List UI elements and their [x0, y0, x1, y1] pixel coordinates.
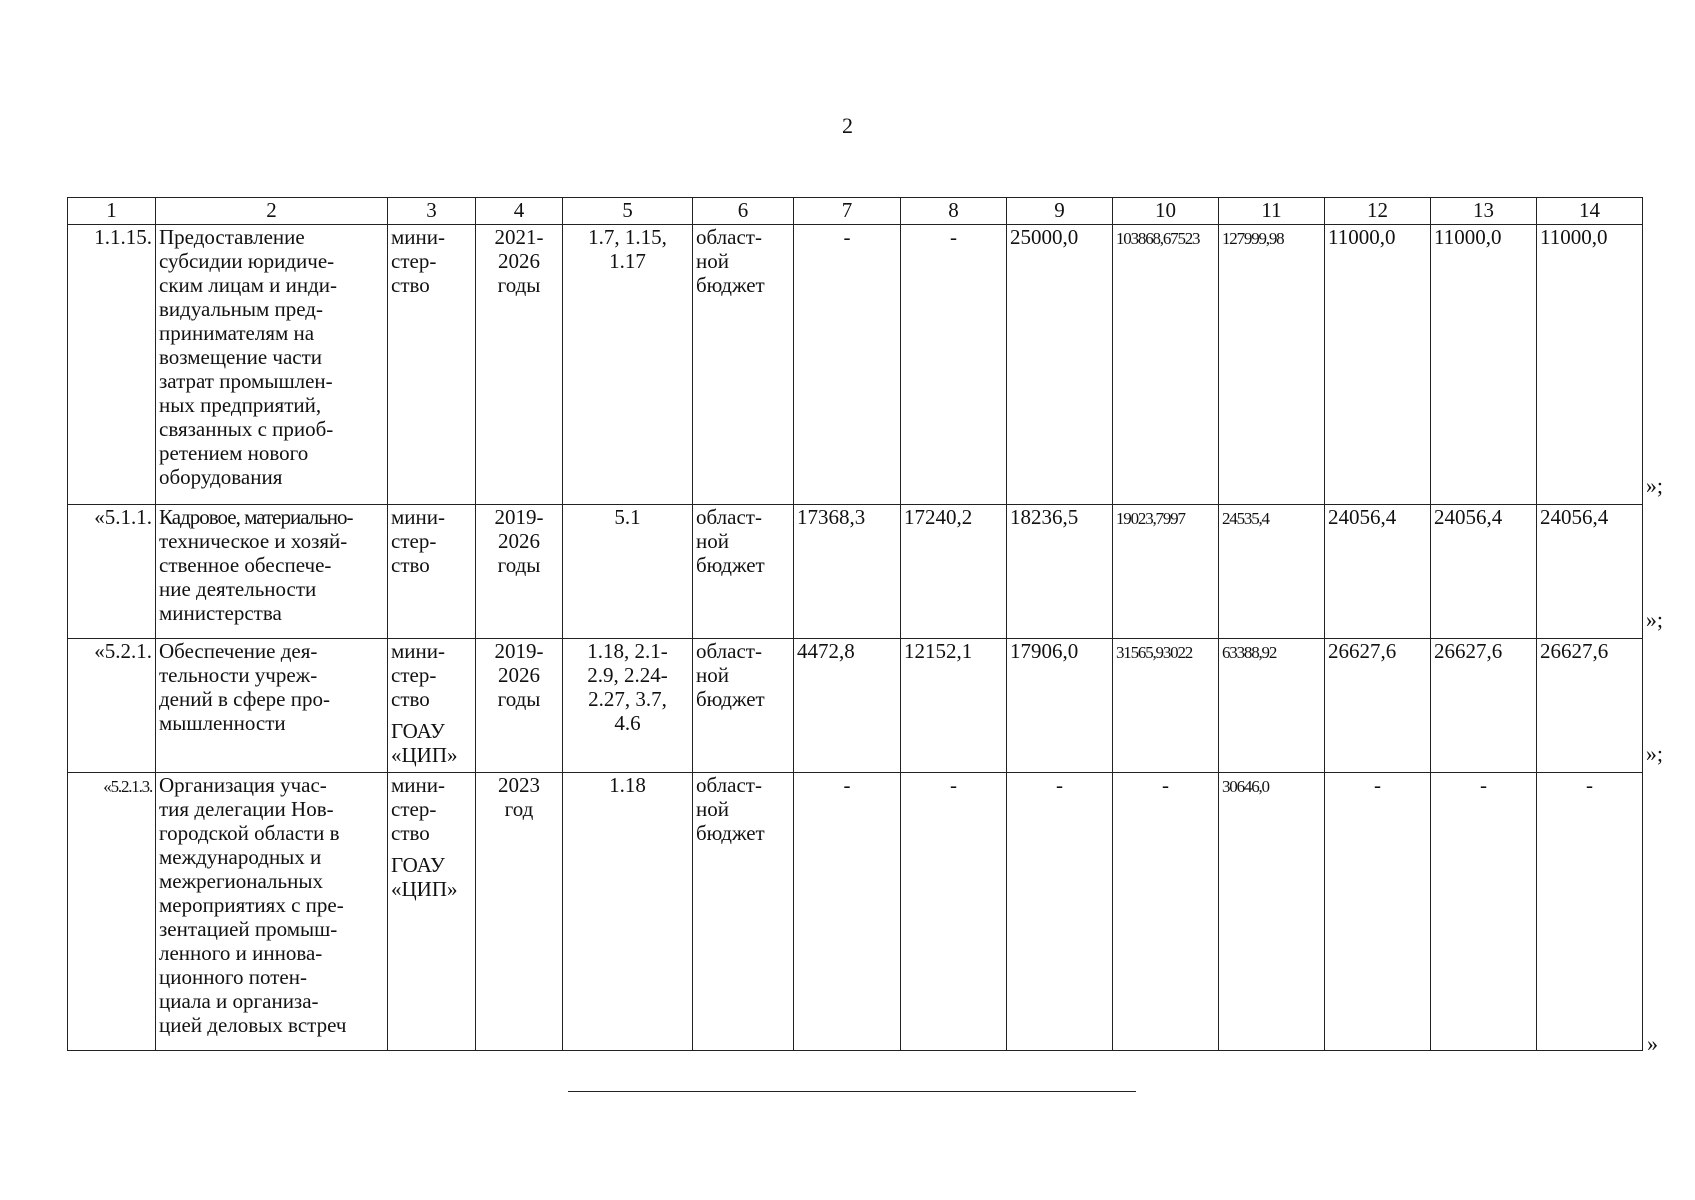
value-cell: [1431, 505, 1537, 639]
value-text: 4472,8: [797, 639, 855, 663]
value-cell: [901, 505, 1007, 639]
value-cell: [1325, 225, 1431, 505]
value-text: 25000,0: [1010, 225, 1079, 249]
value-cell: [1431, 773, 1537, 1051]
header-cell: 11: [1219, 198, 1325, 225]
cell-line: 1.18: [609, 773, 646, 797]
cell-line: бюджет: [696, 273, 765, 297]
header-cell: 2: [156, 198, 388, 225]
executor-gap: [391, 845, 472, 853]
executor-cell: [388, 505, 476, 639]
cell-line: 2019-: [494, 505, 544, 529]
cell-line: 1.17: [609, 249, 646, 273]
cell-line: тельности учреж-: [159, 663, 318, 687]
cell-line: годы: [497, 553, 541, 577]
value-cell: [901, 225, 1007, 505]
row-number-cell: [68, 225, 156, 505]
value-cell: [1219, 639, 1325, 773]
funding-source-cell: [693, 505, 794, 639]
header-cell: 5: [563, 198, 693, 225]
cell-line: бюджет: [696, 687, 765, 711]
value-text: -: [1480, 773, 1487, 797]
value-text: 26627,6: [1540, 639, 1609, 663]
cell-line: принимателям на: [159, 321, 315, 345]
value-cell: [794, 505, 901, 639]
value-text: 127999,98: [1222, 229, 1284, 248]
value-text: 31565,93022: [1116, 643, 1193, 662]
cell-line: ство: [391, 553, 430, 577]
value-cell: [1113, 639, 1219, 773]
cell-line: област-: [696, 639, 762, 663]
value-text: 17240,2: [904, 505, 973, 529]
cell-line: техническое и хозяй-: [159, 529, 348, 553]
value-text: 24535,4: [1222, 509, 1269, 528]
cell-line: субсидии юридиче-: [159, 249, 335, 273]
cell-line: мини-: [391, 639, 445, 663]
cell-line: 2.9, 2.24-: [587, 663, 668, 687]
cell-line: мини-: [391, 773, 445, 797]
cell-line: городской области в: [159, 821, 340, 845]
value-cell: [794, 773, 901, 1051]
cell-line: стер-: [391, 529, 437, 553]
page-number: 2: [842, 113, 853, 138]
cell-line: ной: [696, 797, 729, 821]
header-cell: 8: [901, 198, 1007, 225]
cell-line: зентацией промыш-: [159, 917, 338, 941]
value-cell: [1537, 773, 1643, 1051]
cell-line: бюджет: [696, 553, 765, 577]
cell-line: 2026: [498, 663, 540, 687]
value-cell: [1219, 505, 1325, 639]
cell-line: оборудования: [159, 465, 283, 489]
value-text: 103868,67523: [1116, 229, 1200, 248]
closing-quote: »: [1647, 1031, 1658, 1056]
value-cell: [794, 225, 901, 505]
header-cell: 7: [794, 198, 901, 225]
value-cell: [1431, 639, 1537, 773]
program-activities-table: [67, 197, 1643, 1051]
value-text: 11000,0: [1434, 225, 1502, 249]
value-cell: [901, 773, 1007, 1051]
cell-line: 2023: [498, 773, 540, 797]
value-cell: [1113, 505, 1219, 639]
value-cell: [1113, 225, 1219, 505]
funding-source-cell: [693, 773, 794, 1051]
cell-line: 2026: [498, 529, 540, 553]
activity-name-cell: [156, 639, 388, 773]
cell-line: министерства: [159, 601, 282, 625]
header-cell: 10: [1113, 198, 1219, 225]
value-text: -: [1586, 773, 1593, 797]
cell-line: затрат промышлен-: [159, 369, 333, 393]
cell-line: бюджет: [696, 821, 765, 845]
value-cell: [1007, 773, 1113, 1051]
period-cell: [476, 773, 563, 1051]
cell-line: ственное обеспече-: [159, 553, 332, 577]
value-text: 19023,7997: [1116, 509, 1185, 528]
cell-line: област-: [696, 225, 762, 249]
table-body: [68, 225, 1643, 1051]
cell-line: 2021-: [494, 225, 544, 249]
value-text: 24056,4: [1328, 505, 1397, 529]
cell-line: ной: [696, 529, 729, 553]
value-cell: [901, 639, 1007, 773]
cell-line: ционного потен-: [159, 965, 307, 989]
row-number-cell: [68, 505, 156, 639]
row-number: 1.1.15.: [94, 225, 152, 249]
cell-line: ной: [696, 249, 729, 273]
cell-line: тия делегации Нов-: [159, 797, 334, 821]
cell-line: ГОАУ: [391, 853, 445, 877]
activity-name-cell: [156, 773, 388, 1051]
value-cell: [1325, 505, 1431, 639]
value-cell: [1007, 505, 1113, 639]
value-text: -: [1162, 773, 1169, 797]
cell-line: 2019-: [494, 639, 544, 663]
executor-cell: [388, 639, 476, 773]
header-cell: 1: [68, 198, 156, 225]
closing-quote: »;: [1645, 741, 1663, 766]
value-text: 11000,0: [1540, 225, 1608, 249]
cell-line: мышленности: [159, 711, 286, 735]
cell-line: стер-: [391, 797, 437, 821]
cell-line: мини-: [391, 225, 445, 249]
value-text: -: [950, 225, 957, 249]
value-cell: [794, 639, 901, 773]
header-cell: 3: [388, 198, 476, 225]
cell-line: мини-: [391, 505, 445, 529]
value-cell: [1537, 639, 1643, 773]
executor-gap: [391, 711, 472, 719]
targets-cell: [563, 505, 693, 639]
cell-line: межрегиональных: [159, 869, 323, 893]
cell-line: стер-: [391, 249, 437, 273]
cell-line: ГОАУ: [391, 719, 445, 743]
cell-line: 4.6: [614, 711, 641, 735]
cell-line: ство: [391, 687, 430, 711]
value-text: 30646,0: [1222, 777, 1269, 796]
value-text: 12152,1: [904, 639, 973, 663]
targets-cell: [563, 225, 693, 505]
executor-cell: [388, 225, 476, 505]
cell-line: област-: [696, 773, 762, 797]
cell-line: Кадровое, материально-: [159, 505, 353, 529]
activity-name-cell: [156, 225, 388, 505]
header-cell: 14: [1537, 198, 1643, 225]
value-text: 26627,6: [1434, 639, 1503, 663]
cell-line: дений в сфере про-: [159, 687, 330, 711]
cell-line: ных предприятий,: [159, 393, 322, 417]
cell-line: 1.7, 1.15,: [588, 225, 667, 249]
header-cell: 12: [1325, 198, 1431, 225]
cell-line: ной: [696, 663, 729, 687]
cell-line: ленного и иннова-: [159, 941, 323, 965]
value-text: 24056,4: [1434, 505, 1503, 529]
cell-line: Предоставление: [159, 225, 305, 249]
row-number: «5.2.1.: [94, 639, 152, 663]
value-text: 11000,0: [1328, 225, 1396, 249]
cell-line: видуальным пред-: [159, 297, 323, 321]
cell-line: ние деятельности: [159, 577, 317, 601]
value-text: -: [1056, 773, 1063, 797]
value-cell: [1325, 773, 1431, 1051]
value-text: 24056,4: [1540, 505, 1609, 529]
header-cell: 4: [476, 198, 563, 225]
cell-line: «ЦИП»: [391, 743, 458, 767]
period-cell: [476, 225, 563, 505]
value-text: -: [950, 773, 957, 797]
cell-line: област-: [696, 505, 762, 529]
closing-quote: »;: [1645, 607, 1663, 632]
cell-line: 2.27, 3.7,: [588, 687, 667, 711]
cell-line: 5.1: [614, 505, 641, 529]
cell-line: ство: [391, 821, 430, 845]
activity-name-cell: [156, 505, 388, 639]
cell-line: 2026: [498, 249, 540, 273]
period-cell: [476, 639, 563, 773]
targets-cell: [563, 639, 693, 773]
value-text: -: [843, 225, 851, 249]
value-cell: [1537, 505, 1643, 639]
cell-line: циала и организа-: [159, 989, 319, 1013]
table-row: [68, 773, 1643, 1051]
row-number: «5.2.1.3.: [103, 777, 152, 796]
cell-line: мероприятиях с пре-: [159, 893, 344, 917]
value-cell: [1219, 773, 1325, 1051]
header-row: [68, 198, 1643, 225]
value-text: 17906,0: [1010, 639, 1079, 663]
value-text: 26627,6: [1328, 639, 1397, 663]
value-text: -: [1374, 773, 1381, 797]
row-number-cell: [68, 773, 156, 1051]
row-number-cell: [68, 639, 156, 773]
value-cell: [1007, 225, 1113, 505]
cell-line: цией деловых встреч: [159, 1013, 347, 1037]
table-row: [68, 225, 1643, 505]
table-row: [68, 639, 1643, 773]
cell-line: год: [504, 797, 534, 821]
cell-line: годы: [497, 687, 541, 711]
funding-source-cell: [693, 639, 794, 773]
cell-line: международных и: [159, 845, 322, 869]
value-cell: [1431, 225, 1537, 505]
cell-line: «ЦИП»: [391, 877, 458, 901]
cell-line: возмещение части: [159, 345, 323, 369]
header-cell: 9: [1007, 198, 1113, 225]
funding-source-cell: [693, 225, 794, 505]
cell-line: Обеспечение дея-: [159, 639, 318, 663]
value-cell: [1325, 639, 1431, 773]
cell-line: годы: [497, 273, 541, 297]
cell-line: ретением нового: [159, 441, 309, 465]
cell-line: стер-: [391, 663, 437, 687]
cell-line: Организация учас-: [159, 773, 327, 797]
row-number: «5.1.1.: [94, 505, 152, 529]
bottom-rule: [568, 1091, 1136, 1092]
value-cell: [1113, 773, 1219, 1051]
executor-cell: [388, 773, 476, 1051]
value-cell: [1219, 225, 1325, 505]
cell-line: ство: [391, 273, 430, 297]
period-cell: [476, 505, 563, 639]
cell-line: 1.18, 2.1-: [587, 639, 668, 663]
value-text: 17368,3: [797, 505, 866, 529]
closing-quote: »;: [1645, 473, 1663, 498]
value-text: 18236,5: [1010, 505, 1079, 529]
table-row: [68, 505, 1643, 639]
value-text: 63388,92: [1222, 643, 1277, 662]
value-cell: [1007, 639, 1113, 773]
cell-line: связанных с приоб-: [159, 417, 334, 441]
header-cell: 6: [693, 198, 794, 225]
value-text: -: [843, 773, 851, 797]
value-cell: [1537, 225, 1643, 505]
cell-line: ским лицам и инди-: [159, 273, 337, 297]
header-cell: 13: [1431, 198, 1537, 225]
targets-cell: [563, 773, 693, 1051]
